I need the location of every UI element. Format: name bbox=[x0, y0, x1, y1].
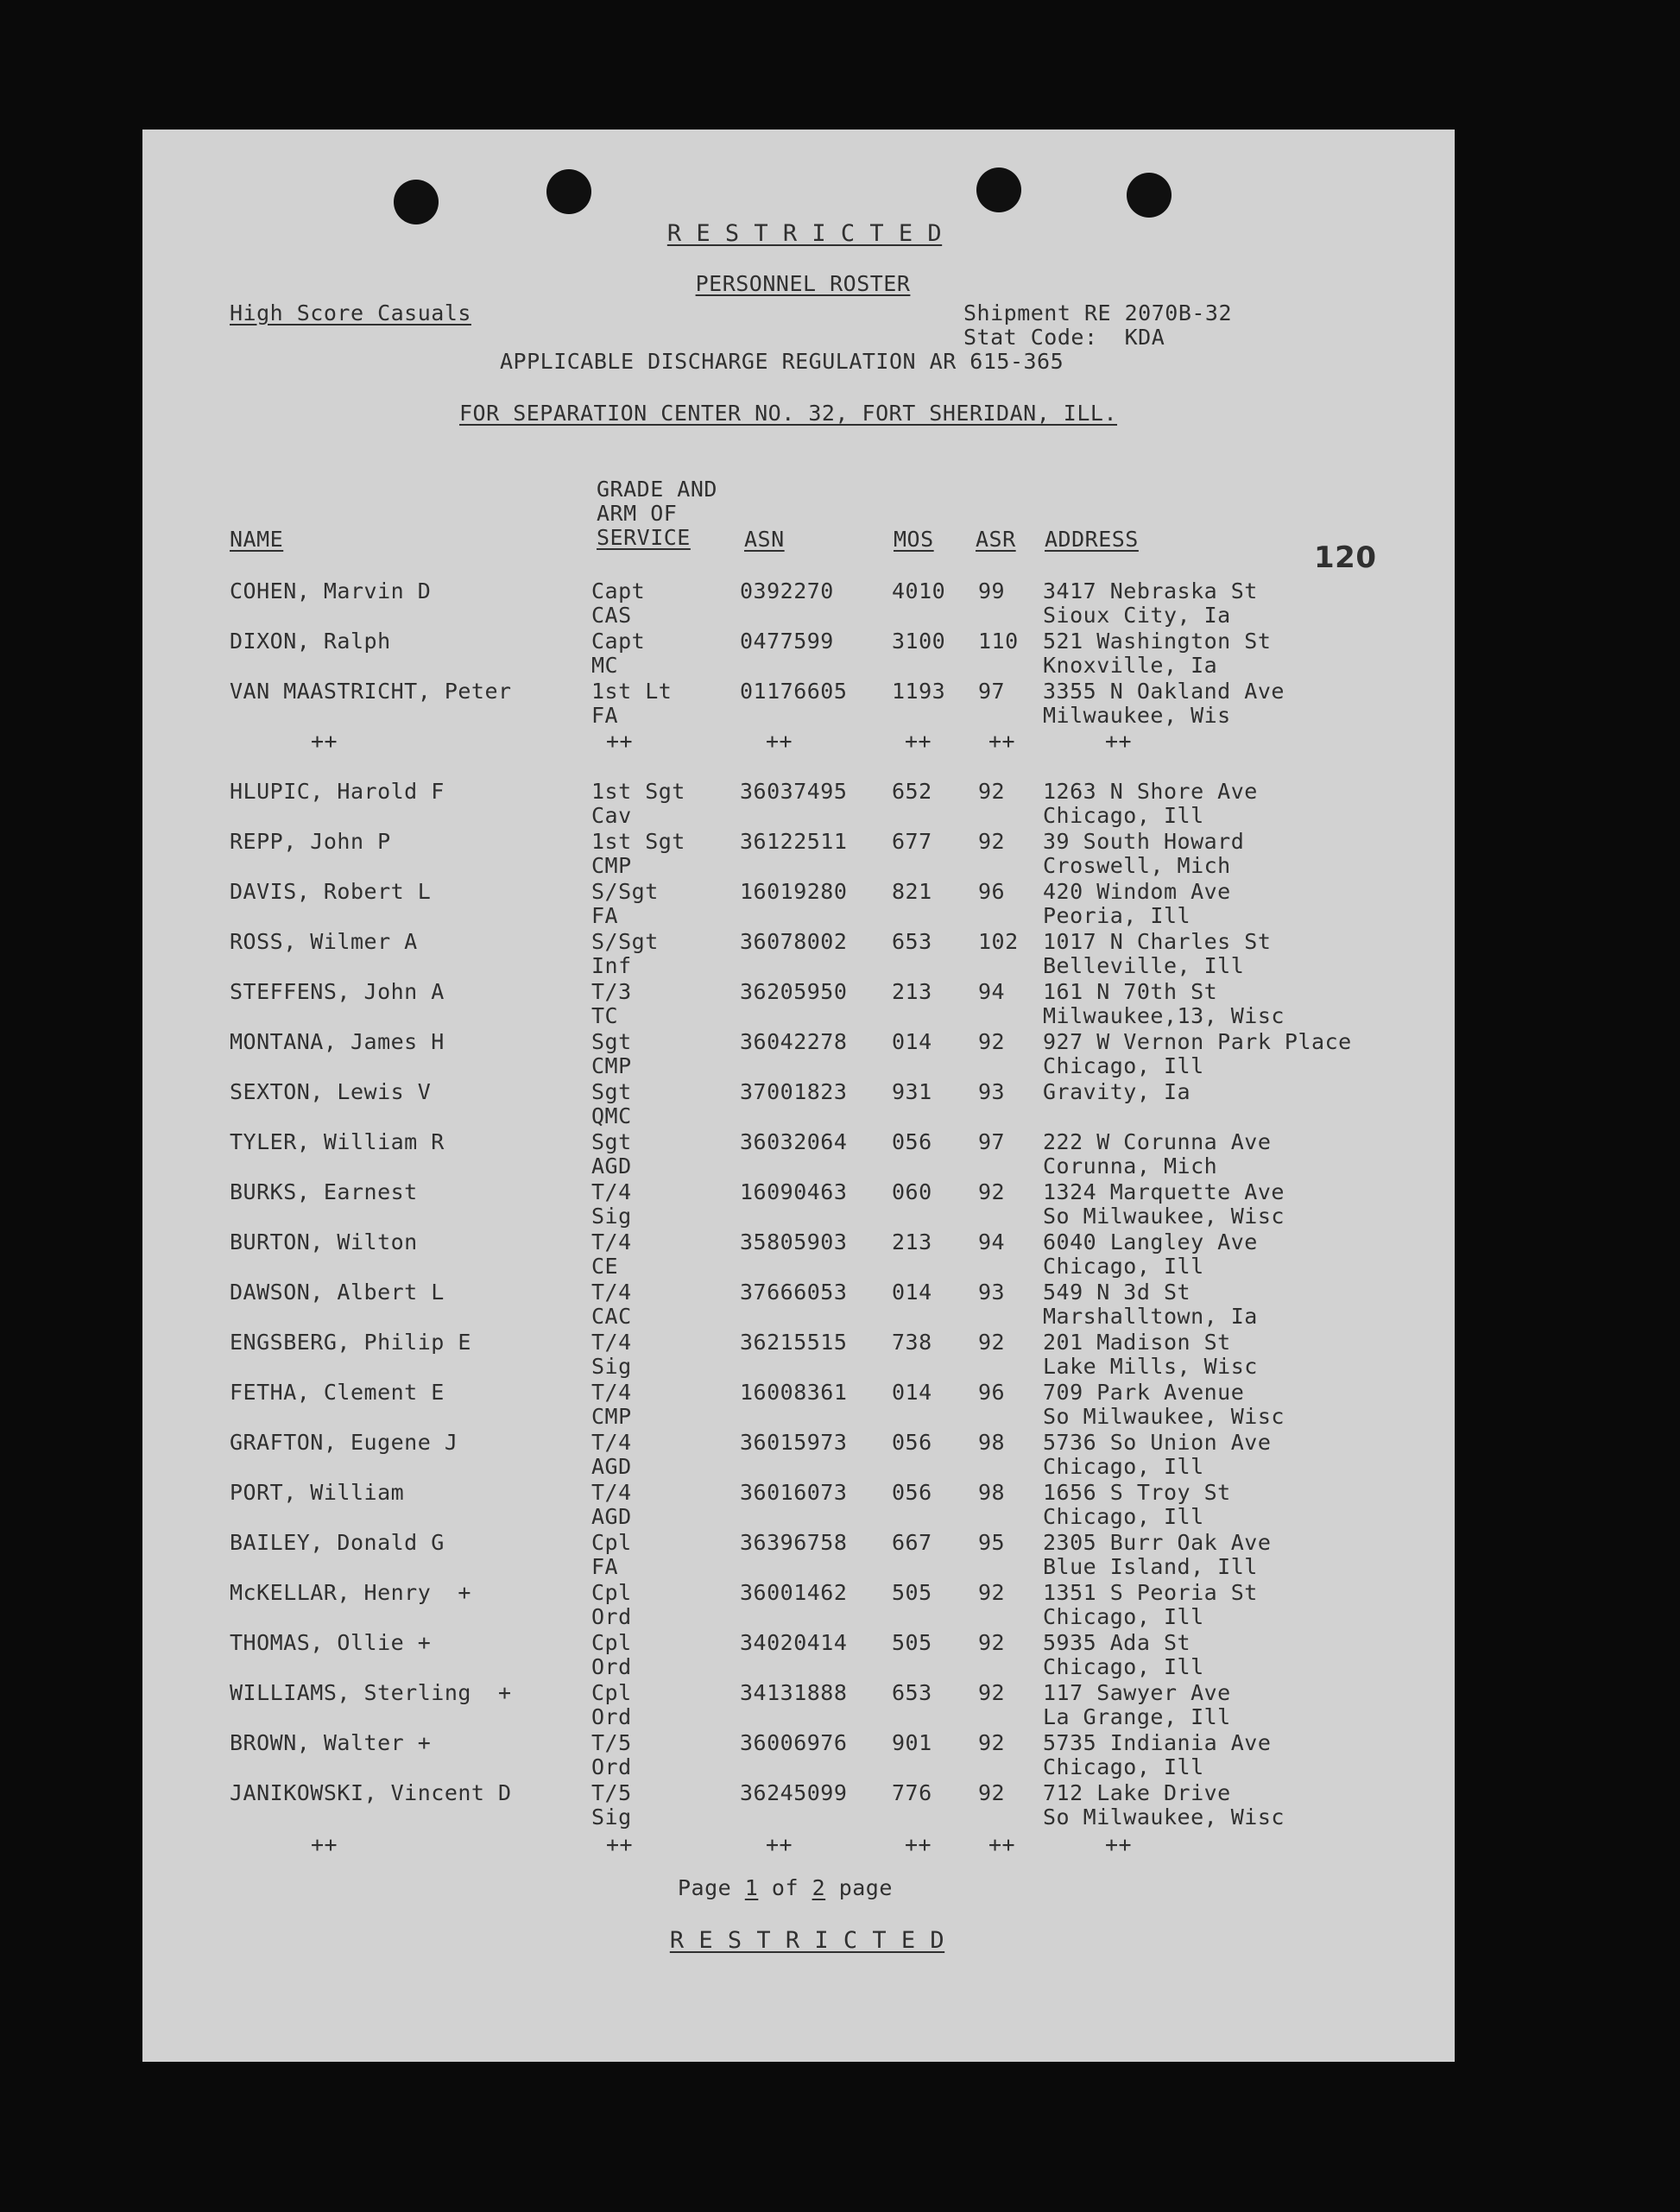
table-row bbox=[142, 979, 1455, 1029]
row-mos: 776 bbox=[892, 1780, 932, 1805]
row-mos: 652 bbox=[892, 779, 932, 804]
row-name: TYLER, William R bbox=[230, 1129, 445, 1154]
row-mos: 505 bbox=[892, 1630, 932, 1655]
row-mos: 213 bbox=[892, 979, 932, 1004]
table-row bbox=[142, 578, 1455, 629]
punch-hole bbox=[546, 169, 591, 214]
punch-hole bbox=[1127, 173, 1172, 218]
table-row bbox=[142, 779, 1455, 829]
row-asn: 36037495 bbox=[740, 779, 848, 804]
row-address-street: 2305 Burr Oak Ave bbox=[1043, 1530, 1272, 1555]
row-name: MONTANA, James H bbox=[230, 1029, 445, 1054]
row-asn: 36205950 bbox=[740, 979, 848, 1004]
row-arm: QMC bbox=[591, 1103, 632, 1128]
row-address-city: Blue Island, Ill bbox=[1043, 1554, 1258, 1579]
row-address-street: 1324 Marquette Ave bbox=[1043, 1179, 1285, 1204]
row-asn: 35805903 bbox=[740, 1229, 848, 1255]
row-asr: 98 bbox=[978, 1480, 1006, 1505]
row-arm: AGD bbox=[591, 1504, 632, 1529]
row-address-city: Chicago, Ill bbox=[1043, 1654, 1204, 1679]
row-asn: 36078002 bbox=[740, 929, 848, 954]
row-address-street: 420 Windom Ave bbox=[1043, 879, 1231, 904]
row-asn: 36016073 bbox=[740, 1480, 848, 1505]
row-name: VAN MAASTRICHT, Peter bbox=[230, 679, 512, 704]
row-address-street: 521 Washington St bbox=[1043, 629, 1272, 654]
row-mos: 056 bbox=[892, 1129, 932, 1154]
punch-hole bbox=[976, 167, 1021, 212]
row-grade: T/4 bbox=[591, 1229, 632, 1255]
row-asr: 92 bbox=[978, 1630, 1006, 1655]
row-address-street: 712 Lake Drive bbox=[1043, 1780, 1231, 1805]
row-asr: 98 bbox=[978, 1430, 1006, 1455]
table-row bbox=[142, 1229, 1455, 1280]
row-address-city: Corunna, Mich bbox=[1043, 1153, 1218, 1179]
row-address-street: 161 N 70th St bbox=[1043, 979, 1218, 1004]
row-address-street: 3355 N Oakland Ave bbox=[1043, 679, 1285, 704]
row-mos: 738 bbox=[892, 1330, 932, 1355]
table-row bbox=[142, 1480, 1455, 1530]
row-name: THOMAS, Ollie + bbox=[230, 1630, 432, 1655]
row-arm: Sig bbox=[591, 1804, 632, 1830]
row-arm: Sig bbox=[591, 1204, 632, 1229]
row-grade: 1st Sgt bbox=[591, 829, 685, 854]
row-grade: Sgt bbox=[591, 1079, 632, 1104]
row-arm: Cav bbox=[591, 803, 632, 828]
row-name: WILLIAMS, Sterling + bbox=[230, 1680, 512, 1705]
row-asn: 34020414 bbox=[740, 1630, 848, 1655]
row-address-street: 927 W Vernon Park Place bbox=[1043, 1029, 1352, 1054]
row-asr: 96 bbox=[978, 1380, 1006, 1405]
row-grade: T/4 bbox=[591, 1179, 632, 1204]
row-mos: 3100 bbox=[892, 629, 946, 654]
row-grade: Capt bbox=[591, 629, 646, 654]
row-address-city: Peoria, Ill bbox=[1043, 903, 1191, 928]
row-address-city: Chicago, Ill bbox=[1043, 1053, 1204, 1078]
regulation-label: APPLICABLE DISCHARGE REGULATION AR 615-365 bbox=[500, 349, 1064, 374]
row-address-street: 5735 Indiania Ave bbox=[1043, 1730, 1272, 1755]
row-mos: 014 bbox=[892, 1280, 932, 1305]
row-address-city: Chicago, Ill bbox=[1043, 1604, 1204, 1629]
separator-mark: ++ bbox=[311, 1832, 338, 1857]
table-row bbox=[142, 1179, 1455, 1229]
row-mos: 653 bbox=[892, 929, 932, 954]
row-address-street: 5736 So Union Ave bbox=[1043, 1430, 1272, 1455]
row-asr: 94 bbox=[978, 979, 1006, 1004]
row-address-city: Sioux City, Ia bbox=[1043, 603, 1231, 628]
row-asn: 34131888 bbox=[740, 1680, 848, 1705]
page-indicator: Page 1 of 2 page bbox=[678, 1875, 893, 1900]
row-address-city: Chicago, Ill bbox=[1043, 1504, 1204, 1529]
row-name: BURKS, Earnest bbox=[230, 1179, 418, 1204]
row-asr: 95 bbox=[978, 1530, 1006, 1555]
row-address-street: 1017 N Charles St bbox=[1043, 929, 1272, 954]
row-arm: CMP bbox=[591, 1404, 632, 1429]
row-address-city: So Milwaukee, Wisc bbox=[1043, 1204, 1285, 1229]
row-address-city: Chicago, Ill bbox=[1043, 803, 1204, 828]
row-grade: T/3 bbox=[591, 979, 632, 1004]
table-row bbox=[142, 1280, 1455, 1330]
row-asr: 92 bbox=[978, 1680, 1006, 1705]
row-asr: 92 bbox=[978, 829, 1006, 854]
page-number: 120 bbox=[1314, 540, 1377, 575]
row-address-street: 3417 Nebraska St bbox=[1043, 578, 1258, 604]
row-address-street: 1351 S Peoria St bbox=[1043, 1580, 1258, 1605]
document-page bbox=[142, 130, 1455, 2062]
row-mos: 667 bbox=[892, 1530, 932, 1555]
row-mos: 213 bbox=[892, 1229, 932, 1255]
row-name: STEFFENS, John A bbox=[230, 979, 445, 1004]
row-address-city: Knoxville, Ia bbox=[1043, 653, 1218, 678]
row-arm: CMP bbox=[591, 853, 632, 878]
row-asn: 36215515 bbox=[740, 1330, 848, 1355]
separator-mark: ++ bbox=[988, 729, 1016, 754]
row-name: HLUPIC, Harold F bbox=[230, 779, 445, 804]
row-name: DAVIS, Robert L bbox=[230, 879, 432, 904]
row-asn: 01176605 bbox=[740, 679, 848, 704]
row-grade: Cpl bbox=[591, 1530, 632, 1555]
row-grade: Cpl bbox=[591, 1580, 632, 1605]
row-asr: 94 bbox=[978, 1229, 1006, 1255]
row-grade: T/5 bbox=[591, 1730, 632, 1755]
row-name: BURTON, Wilton bbox=[230, 1229, 418, 1255]
row-arm: Ord bbox=[591, 1754, 632, 1779]
row-mos: 056 bbox=[892, 1430, 932, 1455]
row-asn: 16090463 bbox=[740, 1179, 848, 1204]
column-header-asr: ASR bbox=[976, 527, 1016, 552]
row-name: FETHA, Clement E bbox=[230, 1380, 445, 1405]
row-arm: TC bbox=[591, 1003, 619, 1028]
row-arm: CAC bbox=[591, 1304, 632, 1329]
row-mos: 014 bbox=[892, 1380, 932, 1405]
row-name: ROSS, Wilmer A bbox=[230, 929, 418, 954]
row-arm: Inf bbox=[591, 953, 632, 978]
row-mos: 931 bbox=[892, 1079, 932, 1104]
row-address-street: 5935 Ada St bbox=[1043, 1630, 1191, 1655]
row-address-street: Gravity, Ia bbox=[1043, 1079, 1191, 1104]
row-asn: 36001462 bbox=[740, 1580, 848, 1605]
row-address-city: Belleville, Ill bbox=[1043, 953, 1245, 978]
row-asn: 16019280 bbox=[740, 879, 848, 904]
table-row bbox=[142, 829, 1455, 879]
row-grade: Sgt bbox=[591, 1029, 632, 1054]
row-asn: 36396758 bbox=[740, 1530, 848, 1555]
row-mos: 1193 bbox=[892, 679, 946, 704]
restricted-stamp-top: R E S T R I C T E D bbox=[666, 220, 943, 247]
row-mos: 653 bbox=[892, 1680, 932, 1705]
row-arm: MC bbox=[591, 653, 619, 678]
stat-code-label: Stat Code: KDA bbox=[963, 325, 1165, 350]
row-asr: 92 bbox=[978, 1029, 1006, 1054]
row-name: BAILEY, Donald G bbox=[230, 1530, 445, 1555]
table-row bbox=[142, 1580, 1455, 1630]
separator-mark: ++ bbox=[988, 1832, 1016, 1857]
separator-mark: ++ bbox=[606, 729, 634, 754]
separator-mark: ++ bbox=[311, 729, 338, 754]
table-row bbox=[142, 1330, 1455, 1380]
row-arm: AGD bbox=[591, 1153, 632, 1179]
row-asr: 92 bbox=[978, 1330, 1006, 1355]
column-header-asn: ASN bbox=[744, 527, 785, 552]
row-arm: Sig bbox=[591, 1354, 632, 1379]
row-grade: T/4 bbox=[591, 1330, 632, 1355]
table-row bbox=[142, 629, 1455, 679]
column-header-grade: ARM OF bbox=[597, 501, 678, 526]
row-address-city: Chicago, Ill bbox=[1043, 1454, 1204, 1479]
table-row bbox=[142, 1780, 1455, 1830]
row-asr: 96 bbox=[978, 879, 1006, 904]
row-grade: T/5 bbox=[591, 1780, 632, 1805]
separator-mark: ++ bbox=[606, 1832, 634, 1857]
row-grade: T/4 bbox=[591, 1380, 632, 1405]
row-mos: 677 bbox=[892, 829, 932, 854]
restricted-stamp-bottom: R E S T R I C T E D bbox=[669, 1927, 945, 1954]
row-address-city: So Milwaukee, Wisc bbox=[1043, 1804, 1285, 1830]
row-asr: 97 bbox=[978, 679, 1006, 704]
column-header-grade: GRADE AND bbox=[597, 477, 717, 502]
row-name: GRAFTON, Eugene J bbox=[230, 1430, 458, 1455]
separation-center-label: FOR SEPARATION CENTER NO. 32, FORT SHERIDAN, ILL. bbox=[459, 401, 1118, 426]
row-asn: 37666053 bbox=[740, 1280, 848, 1305]
row-address-city: La Grange, Ill bbox=[1043, 1704, 1231, 1729]
row-address-street: 1656 S Troy St bbox=[1043, 1480, 1231, 1505]
row-mos: 821 bbox=[892, 879, 932, 904]
row-name: McKELLAR, Henry + bbox=[230, 1580, 471, 1605]
row-address-street: 709 Park Avenue bbox=[1043, 1380, 1245, 1405]
group-label: High Score Casuals bbox=[230, 300, 471, 325]
row-asn: 37001823 bbox=[740, 1079, 848, 1104]
row-asr: 92 bbox=[978, 1780, 1006, 1805]
roster-title: PERSONNEL ROSTER bbox=[695, 271, 911, 296]
row-name: JANIKOWSKI, Vincent D bbox=[230, 1780, 512, 1805]
row-name: BROWN, Walter + bbox=[230, 1730, 432, 1755]
row-asr: 97 bbox=[978, 1129, 1006, 1154]
row-address-city: Lake Mills, Wisc bbox=[1043, 1354, 1258, 1379]
row-asr: 92 bbox=[978, 1580, 1006, 1605]
row-address-street: 6040 Langley Ave bbox=[1043, 1229, 1258, 1255]
table-row bbox=[142, 1430, 1455, 1480]
row-grade: Cpl bbox=[591, 1680, 632, 1705]
row-name: REPP, John P bbox=[230, 829, 391, 854]
table-row bbox=[142, 1029, 1455, 1079]
separator-mark: ++ bbox=[766, 729, 793, 754]
row-mos: 056 bbox=[892, 1480, 932, 1505]
row-grade: 1st Sgt bbox=[591, 779, 685, 804]
table-row bbox=[142, 1730, 1455, 1780]
row-arm: FA bbox=[591, 703, 619, 728]
row-address-street: 117 Sawyer Ave bbox=[1043, 1680, 1231, 1705]
row-grade: T/4 bbox=[591, 1480, 632, 1505]
row-asn: 36006976 bbox=[740, 1730, 848, 1755]
row-grade: 1st Lt bbox=[591, 679, 673, 704]
separator-mark: ++ bbox=[905, 1832, 932, 1857]
row-address-city: So Milwaukee, Wisc bbox=[1043, 1404, 1285, 1429]
column-header-grade: SERVICE bbox=[597, 525, 691, 550]
row-mos: 060 bbox=[892, 1179, 932, 1204]
row-mos: 505 bbox=[892, 1580, 932, 1605]
row-name: SEXTON, Lewis V bbox=[230, 1079, 432, 1104]
row-asn: 36032064 bbox=[740, 1129, 848, 1154]
row-grade: Capt bbox=[591, 578, 646, 604]
separator-mark: ++ bbox=[905, 729, 932, 754]
row-asn: 0477599 bbox=[740, 629, 834, 654]
row-asn: 36015973 bbox=[740, 1430, 848, 1455]
table-row bbox=[142, 1129, 1455, 1179]
row-name: ENGSBERG, Philip E bbox=[230, 1330, 471, 1355]
row-arm: Ord bbox=[591, 1704, 632, 1729]
row-address-street: 222 W Corunna Ave bbox=[1043, 1129, 1272, 1154]
row-address-city: Milwaukee, Wis bbox=[1043, 703, 1231, 728]
row-arm: CAS bbox=[591, 603, 632, 628]
row-grade: S/Sgt bbox=[591, 879, 659, 904]
row-address-street: 549 N 3d St bbox=[1043, 1280, 1191, 1305]
row-address-street: 39 South Howard bbox=[1043, 829, 1245, 854]
row-asr: 99 bbox=[978, 578, 1006, 604]
row-asn: 0392270 bbox=[740, 578, 834, 604]
row-grade: Sgt bbox=[591, 1129, 632, 1154]
row-asr: 93 bbox=[978, 1079, 1006, 1104]
column-header-address: ADDRESS bbox=[1045, 527, 1139, 552]
row-arm: FA bbox=[591, 903, 619, 928]
separator-mark: ++ bbox=[1105, 729, 1133, 754]
row-address-street: 201 Madison St bbox=[1043, 1330, 1231, 1355]
row-asr: 92 bbox=[978, 1179, 1006, 1204]
row-asn: 16008361 bbox=[740, 1380, 848, 1405]
row-asr: 93 bbox=[978, 1280, 1006, 1305]
table-row bbox=[142, 1079, 1455, 1129]
row-grade: Cpl bbox=[591, 1630, 632, 1655]
separator-mark: ++ bbox=[766, 1832, 793, 1857]
shipment-label: Shipment RE 2070B-32 bbox=[963, 300, 1233, 325]
row-arm: Ord bbox=[591, 1604, 632, 1629]
separator-mark: ++ bbox=[1105, 1832, 1133, 1857]
punch-hole bbox=[394, 180, 439, 224]
row-asr: 102 bbox=[978, 929, 1019, 954]
row-name: COHEN, Marvin D bbox=[230, 578, 432, 604]
row-asn: 36122511 bbox=[740, 829, 848, 854]
row-name: DAWSON, Albert L bbox=[230, 1280, 445, 1305]
row-asn: 36245099 bbox=[740, 1780, 848, 1805]
row-arm: FA bbox=[591, 1554, 619, 1579]
column-header-name: NAME bbox=[230, 527, 284, 552]
row-address-city: Marshalltown, Ia bbox=[1043, 1304, 1258, 1329]
table-row bbox=[142, 1680, 1455, 1730]
row-arm: CE bbox=[591, 1254, 619, 1279]
row-asn: 36042278 bbox=[740, 1029, 848, 1054]
table-row bbox=[142, 1630, 1455, 1680]
column-header-mos: MOS bbox=[894, 527, 934, 552]
row-mos: 014 bbox=[892, 1029, 932, 1054]
row-address-city: Chicago, Ill bbox=[1043, 1754, 1204, 1779]
row-mos: 4010 bbox=[892, 578, 946, 604]
row-grade: S/Sgt bbox=[591, 929, 659, 954]
row-grade: T/4 bbox=[591, 1280, 632, 1305]
table-row bbox=[142, 1380, 1455, 1430]
table-row bbox=[142, 1530, 1455, 1580]
row-name: PORT, William bbox=[230, 1480, 405, 1505]
row-address-street: 1263 N Shore Ave bbox=[1043, 779, 1258, 804]
row-asr: 110 bbox=[978, 629, 1019, 654]
row-address-city: Milwaukee,13, Wisc bbox=[1043, 1003, 1285, 1028]
row-address-city: Chicago, Ill bbox=[1043, 1254, 1204, 1279]
table-row bbox=[142, 929, 1455, 979]
row-arm: CMP bbox=[591, 1053, 632, 1078]
row-grade: T/4 bbox=[591, 1430, 632, 1455]
table-row bbox=[142, 679, 1455, 729]
row-address-city: Croswell, Mich bbox=[1043, 853, 1231, 878]
row-name: DIXON, Ralph bbox=[230, 629, 391, 654]
row-arm: AGD bbox=[591, 1454, 632, 1479]
row-asr: 92 bbox=[978, 1730, 1006, 1755]
row-asr: 92 bbox=[978, 779, 1006, 804]
row-arm: Ord bbox=[591, 1654, 632, 1679]
row-mos: 901 bbox=[892, 1730, 932, 1755]
table-row bbox=[142, 879, 1455, 929]
